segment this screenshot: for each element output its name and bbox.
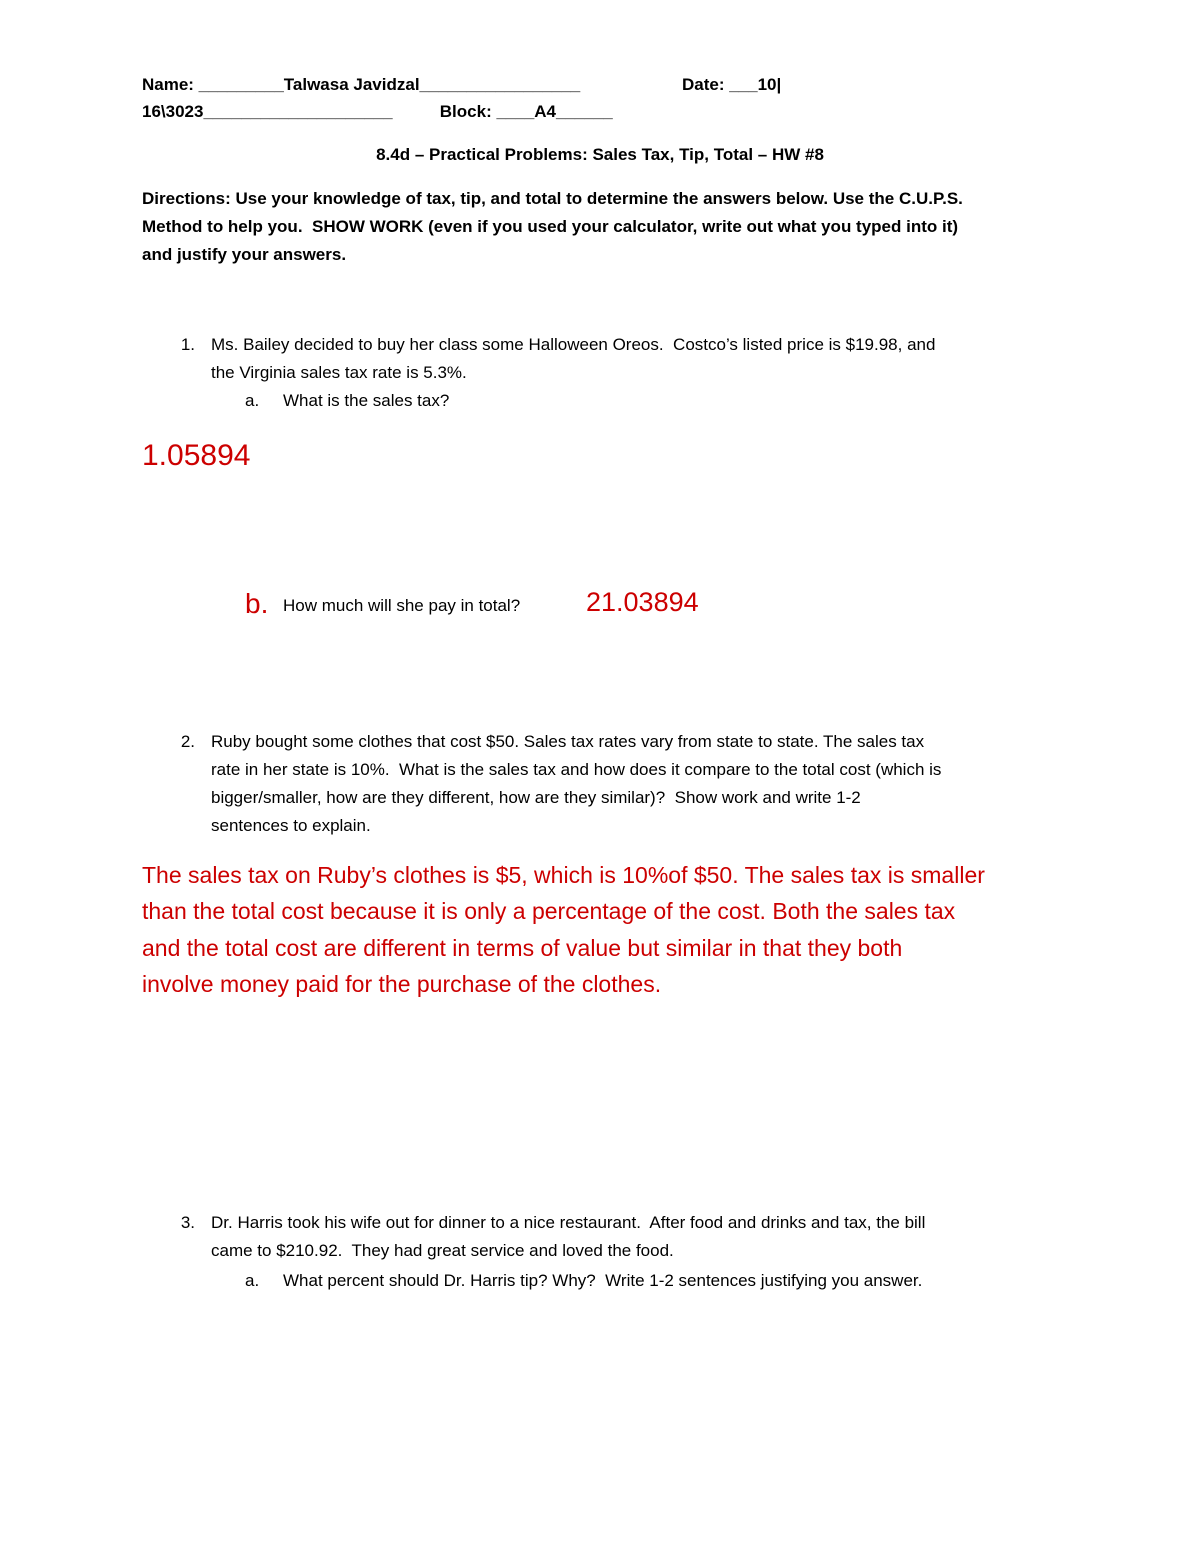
name-field: Name: _________Talwasa Javidzal_________________	[142, 75, 581, 94]
problem-1-number: 1.	[180, 335, 195, 354]
date-field: Date: ___10|	[682, 75, 782, 94]
problem-2-text-line-2: rate in her state is 10%. What is the sales tax and how does it compare to the total cost (which is	[211, 760, 942, 779]
problem-3a-label: a.	[245, 1271, 260, 1290]
problem-2-answer-line-3: and the total cost are different in terms of value but similar in that they both	[142, 935, 903, 961]
problem-1-text-line-1: Ms. Bailey decided to buy her class some Halloween Oreos. Costco’s listed price is $19.98, and	[211, 335, 936, 354]
problem-2-answer-line-1: The sales tax on Ruby’s clothes is $5, which is 10%of $50. The sales tax is smaller	[142, 862, 985, 888]
problem-2-text-line-1: Ruby bought some clothes that cost $50. Sales tax rates vary from state to state. The sales tax	[211, 732, 925, 751]
problem-1a-label: a.	[245, 391, 260, 410]
problem-1b-label: b.	[245, 588, 269, 619]
directions-line-1: Directions: Use your knowledge of tax, tip, and total to determine the answers below. Use the C.U.P.S.	[142, 189, 963, 208]
problem-3-number: 3.	[180, 1213, 195, 1232]
directions-line-2: Method to help you. SHOW WORK (even if you used your calculator, write out what you typed into it)	[142, 217, 959, 236]
worksheet-title: 8.4d – Practical Problems: Sales Tax, Tip, Total – HW #8	[376, 145, 824, 164]
problem-2-answer-line-4: involve money paid for the purchase of the clothes.	[142, 971, 662, 997]
problem-2-text-line-3: bigger/smaller, how are they different, how are they similar)? Show work and write 1-2	[211, 788, 861, 807]
problem-1b-answer: 21.03894	[586, 587, 699, 617]
problem-2-text-line-4: sentences to explain.	[211, 816, 371, 835]
problem-3-text-line-1: Dr. Harris took his wife out for dinner to a nice restaurant. After food and drinks and tax, the bill	[211, 1213, 926, 1232]
problem-2-answer-line-2: than the total cost because it is only a percentage of the cost. Both the sales tax	[142, 898, 956, 924]
problem-1b-text: How much will she pay in total?	[283, 596, 521, 615]
problem-1a-text: What is the sales tax?	[283, 391, 450, 410]
date-block-line: 16\3023____________________ Block: ____A4______	[142, 102, 613, 121]
directions-line-3: and justify your answers.	[142, 245, 347, 264]
problem-3-text-line-2: came to $210.92. They had great service and loved the food.	[211, 1241, 674, 1260]
problem-2-number: 2.	[180, 732, 195, 751]
problem-1-text-line-2: the Virginia sales tax rate is 5.3%.	[211, 363, 467, 382]
problem-3a-text: What percent should Dr. Harris tip? Why? Write 1-2 sentences justifying you answer.	[283, 1271, 923, 1290]
problem-1a-answer: 1.05894	[142, 439, 251, 472]
